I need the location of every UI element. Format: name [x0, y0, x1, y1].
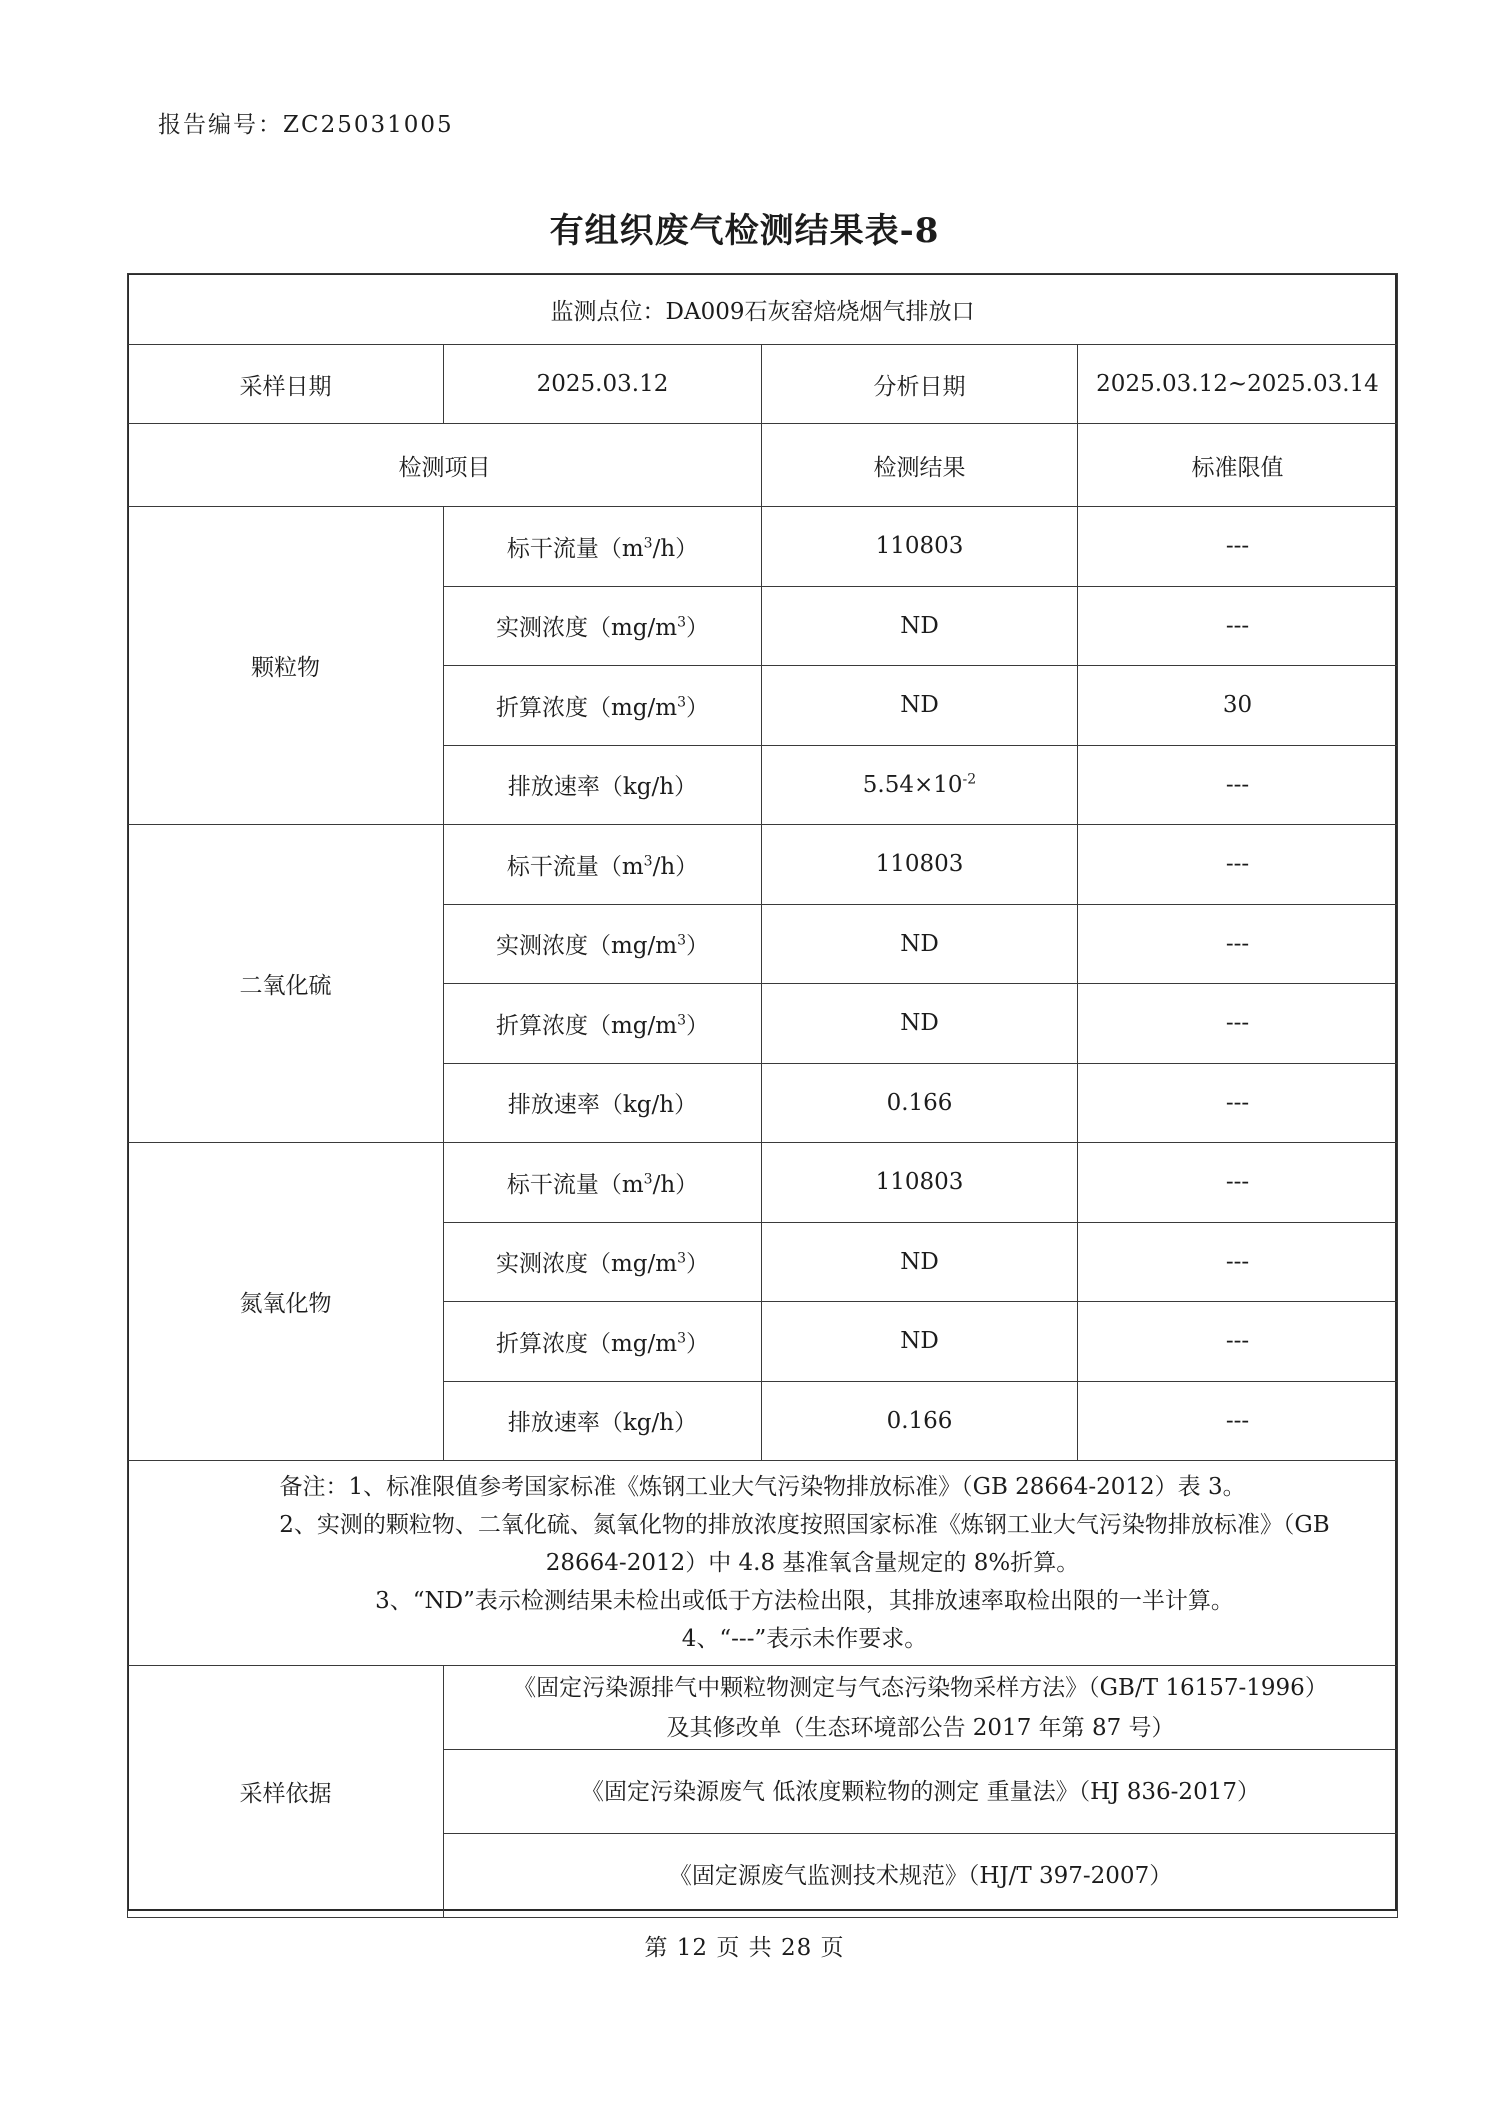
- remark-line: [128, 1582, 1397, 1620]
- result-value: ND: [900, 1248, 939, 1275]
- date-row: [128, 345, 1398, 424]
- limit-value: ---: [1078, 904, 1398, 984]
- limit-value: ---: [1078, 586, 1398, 666]
- remark-line: [128, 1506, 1397, 1544]
- remarks: [128, 1461, 1398, 1666]
- basis-label: 采样依据: [128, 1666, 444, 1918]
- parameter-cell: [444, 1302, 762, 1382]
- limit-value: ---: [1078, 1222, 1398, 1302]
- basis-standard-line: 《固定污染源排气中颗粒物测定与气态污染物采样方法》（GB/T 16157-1996）: [513, 1674, 1328, 1701]
- parameter-superscript: 3: [677, 614, 686, 631]
- basis-standard: [444, 1750, 1398, 1834]
- parameter-unit-tail: /h）: [652, 1171, 699, 1198]
- parameter-cell: [444, 586, 762, 666]
- parameter-superscript: 3: [677, 1250, 686, 1267]
- parameter-label: 排放速率（kg/h）: [507, 774, 698, 801]
- parameter-unit-tail: ）: [686, 933, 709, 960]
- remark-text: 4、“---”表示未作要求。: [681, 1626, 928, 1652]
- result-cell: [762, 1222, 1078, 1302]
- monitoring-point-row: [128, 274, 1398, 345]
- remark-line: [128, 1620, 1397, 1658]
- table-row: [128, 507, 1398, 587]
- analysis-date-label: 分析日期: [762, 345, 1078, 424]
- parameter-superscript: 3: [643, 1171, 653, 1188]
- report-number: 报告编号：ZC25031005: [158, 112, 454, 138]
- limit-value: ---: [1078, 745, 1398, 825]
- limit-value: ---: [1078, 1302, 1398, 1382]
- parameter-cell: [444, 904, 762, 984]
- result-cell: [762, 1381, 1078, 1461]
- limit-value: ---: [1078, 507, 1398, 587]
- basis-standard-line: 及其修改单（生态环境部公告 2017 年第 87 号）: [666, 1714, 1175, 1741]
- parameter-unit-tail: /h）: [652, 853, 699, 880]
- parameter-unit-tail: ）: [686, 1012, 709, 1039]
- remark-text: 2、实测的颗粒物、二氧化硫、氮氧化物的排放浓度按照国家标准《炼钢工业大气污染物排放标准》（GB: [279, 1512, 1330, 1538]
- result-cell: [762, 507, 1078, 587]
- monitoring-point: 监测点位：DA009石灰窑焙烧烟气排放口: [128, 274, 1398, 345]
- parameter-label: 实测浓度（mg/m: [495, 933, 678, 960]
- basis-standard-line: 《固定源废气监测技术规范》（HJ/T 397-2007）: [668, 1862, 1173, 1889]
- parameter-superscript: 3: [677, 1012, 686, 1029]
- result-cell: [762, 1143, 1078, 1223]
- remark-text: 3、“ND”表示检测结果未检出或低于方法检出限，其排放速率取检出限的一半计算。: [375, 1588, 1234, 1614]
- remark-text: 28664-2012）中 4.8 基准氧含量规定的 8%折算。: [545, 1550, 1080, 1576]
- limit-value: ---: [1078, 984, 1398, 1064]
- remarks-row: [128, 1461, 1398, 1666]
- result-value: ND: [900, 930, 939, 957]
- parameter-unit-tail: ）: [686, 1251, 709, 1278]
- limit-value: ---: [1078, 1381, 1398, 1461]
- parameter-cell: [444, 507, 762, 587]
- result-value: 0.166: [886, 1089, 953, 1116]
- result-cell: [762, 745, 1078, 825]
- parameter-label: 排放速率（kg/h）: [507, 1092, 698, 1119]
- sampling-date: 2025.03.12: [444, 345, 762, 424]
- page-number: 第 12 页 共 28 页: [644, 1935, 845, 1961]
- parameter-unit-tail: ）: [686, 615, 709, 642]
- result-value: 5.54×10: [862, 771, 963, 798]
- result-cell: [762, 586, 1078, 666]
- remark-line: [128, 1468, 1397, 1506]
- result-cell: [762, 666, 1078, 746]
- analysis-date: 2025.03.12~2025.03.14: [1078, 345, 1398, 424]
- result-value: 110803: [875, 1169, 964, 1196]
- result-value: 110803: [875, 533, 964, 560]
- remarks-label: 备注：: [279, 1474, 349, 1500]
- parameter-cell: [444, 984, 762, 1064]
- result-value: ND: [900, 1328, 939, 1355]
- result-value: 0.166: [886, 1407, 953, 1434]
- parameter-unit-tail: /h）: [652, 535, 699, 562]
- basis-row: [128, 1666, 1398, 1750]
- pollutant-name: 氮氧化物: [128, 1143, 444, 1461]
- parameter-superscript: 3: [677, 1330, 686, 1347]
- remark-line: [128, 1544, 1397, 1582]
- parameter-label: 实测浓度（mg/m: [495, 615, 678, 642]
- results-table-body: [128, 274, 1398, 1918]
- result-cell: [762, 1302, 1078, 1382]
- parameter-label: 折算浓度（mg/m: [495, 1330, 678, 1357]
- parameter-cell: [444, 825, 762, 905]
- column-header-limit: 标准限值: [1078, 424, 1398, 507]
- table-row: [128, 1143, 1398, 1223]
- parameter-cell: [444, 1222, 762, 1302]
- result-cell: [762, 984, 1078, 1064]
- parameter-superscript: 3: [677, 932, 686, 949]
- parameter-cell: [444, 1381, 762, 1461]
- parameter-superscript: 3: [643, 535, 653, 552]
- page-title: 有组织废气检测结果表-8: [549, 211, 940, 251]
- results-table: [127, 273, 1398, 1918]
- parameter-superscript: 3: [677, 694, 686, 711]
- parameter-label: 标干流量（m: [506, 535, 644, 562]
- column-header-row: [128, 424, 1398, 507]
- parameter-label: 折算浓度（mg/m: [495, 1012, 678, 1039]
- parameter-label: 实测浓度（mg/m: [495, 1251, 678, 1278]
- parameter-superscript: 3: [643, 853, 653, 870]
- remark-text: 1、标准限值参考国家标准《炼钢工业大气污染物排放标准》（GB 28664-2012）表 3。: [348, 1474, 1246, 1500]
- result-cell: [762, 904, 1078, 984]
- result-value: ND: [900, 692, 939, 719]
- parameter-label: 排放速率（kg/h）: [507, 1410, 698, 1437]
- basis-standard: [444, 1834, 1398, 1918]
- result-value: ND: [900, 1010, 939, 1037]
- pollutant-name: 二氧化硫: [128, 825, 444, 1143]
- column-header-result: 检测结果: [762, 424, 1078, 507]
- sampling-date-label: 采样日期: [128, 345, 444, 424]
- limit-value: ---: [1078, 825, 1398, 905]
- limit-value: ---: [1078, 1063, 1398, 1143]
- limit-value: 30: [1078, 666, 1398, 746]
- parameter-label: 标干流量（m: [506, 1171, 644, 1198]
- result-value: 110803: [875, 851, 964, 878]
- limit-value: ---: [1078, 1143, 1398, 1223]
- result-exponent: -2: [962, 771, 977, 788]
- parameter-unit-tail: ）: [686, 694, 709, 721]
- parameter-cell: [444, 1063, 762, 1143]
- parameter-label: 标干流量（m: [506, 853, 644, 880]
- parameter-cell: [444, 666, 762, 746]
- pollutant-name: 颗粒物: [128, 507, 444, 825]
- parameter-label: 折算浓度（mg/m: [495, 694, 678, 721]
- parameter-cell: [444, 1143, 762, 1223]
- result-cell: [762, 825, 1078, 905]
- result-cell: [762, 1063, 1078, 1143]
- parameter-unit-tail: ）: [686, 1330, 709, 1357]
- basis-standard: [444, 1666, 1398, 1750]
- column-header-item: 检测项目: [128, 424, 762, 507]
- result-value: ND: [900, 612, 939, 639]
- parameter-cell: [444, 745, 762, 825]
- table-row: [128, 825, 1398, 905]
- basis-standard-line: 《固定污染源废气 低浓度颗粒物的测定 重量法》（HJ 836-2017）: [581, 1778, 1260, 1805]
